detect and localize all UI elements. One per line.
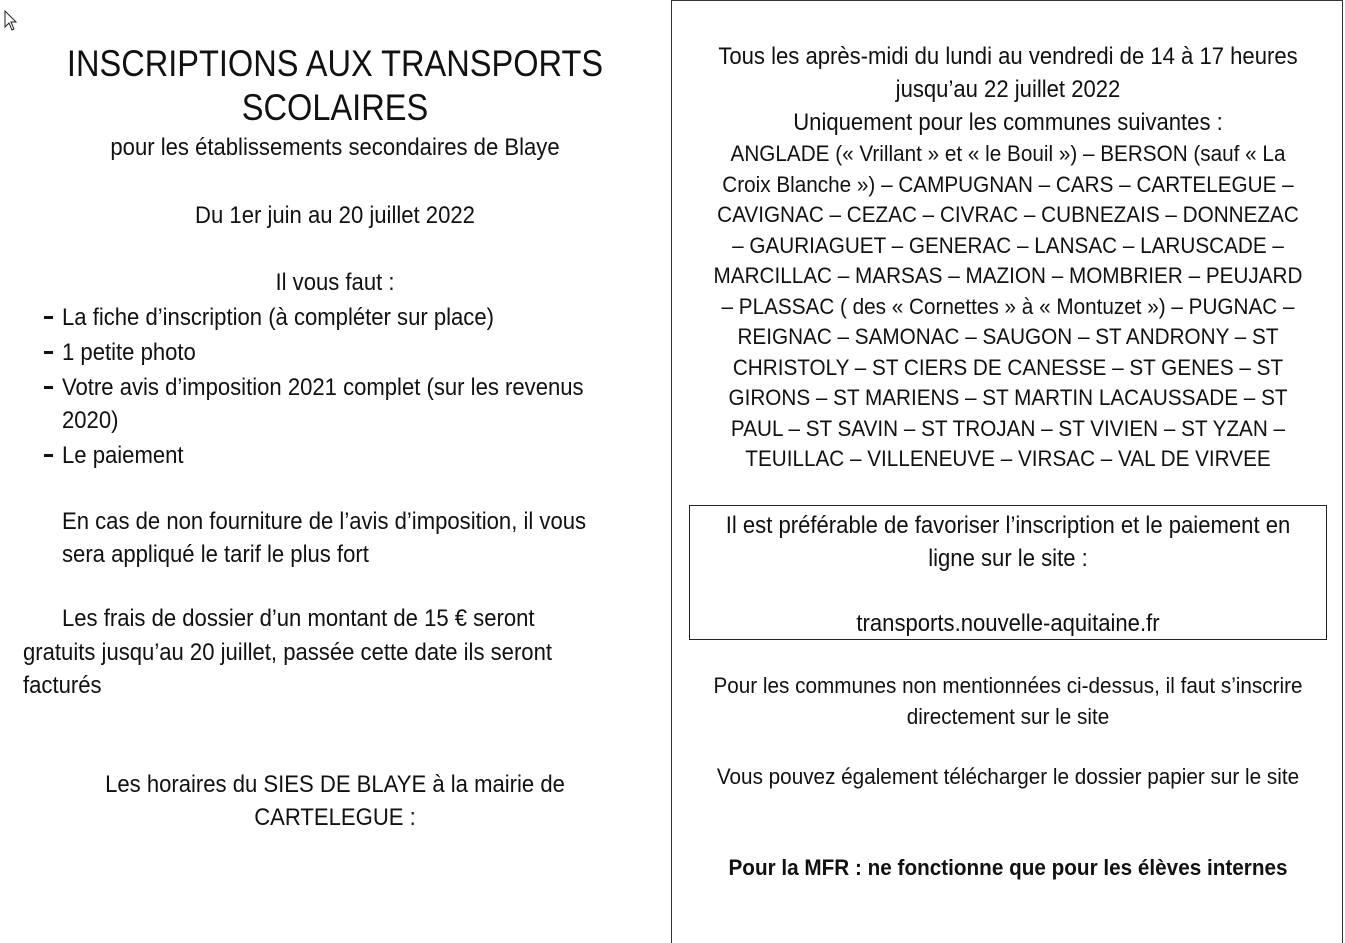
bullet-marker bbox=[44, 386, 53, 389]
communes-line: CHRISTOLY – ST CIERS DE CANESSE – ST GENES – ST bbox=[732, 354, 1284, 380]
tax-notice-line-2: sera appliqué le tarif le plus fort bbox=[62, 541, 369, 568]
communes-line: CAVIGNAC – CEZAC – CIVRAC – CUBNEZAIS – DONNEZAC bbox=[717, 202, 1299, 227]
communes-line: GIRONS – ST MARIENS – ST MARTIN LACAUSSADE – ST bbox=[728, 385, 1288, 410]
page-title-line-2: SCOLAIRES bbox=[241, 87, 429, 128]
communes-line: – GAURIAGUET – GENERAC – LANSAC – LARUSCADE – bbox=[732, 232, 1284, 258]
subtitle: pour les établissements secondaires de Blaye bbox=[110, 134, 560, 161]
communes-line: MARCILLAC – MARSAS – MAZION – MOMBRIER – PEUJARD bbox=[713, 263, 1303, 288]
communes-line: PAUL – ST SAVIN – ST TROJAN – ST VIVIEN – ST YZAN – bbox=[730, 415, 1286, 441]
page-title-line-1: INSCRIPTIONS AUX TRANSPORTS bbox=[66, 43, 604, 84]
mfr-note: Pour la MFR : ne fonctionne que pour les élèves internes bbox=[728, 855, 1288, 880]
registration-period: Du 1er juin au 20 juillet 2022 bbox=[195, 202, 475, 229]
requirement-item: 1 petite photo bbox=[62, 339, 196, 366]
tax-notice-line-1: En cas de non fourniture de l’avis d’imposition, il vous bbox=[62, 508, 587, 535]
schedule-line-2: jusqu’au 22 juillet 2022 bbox=[895, 76, 1121, 103]
other-communes-line-1: Pour les communes non mentionnées ci-dessus, il faut s’inscrire bbox=[713, 673, 1303, 698]
fees-line-1: Les frais de dossier d’un montant de 15 € seront bbox=[62, 605, 535, 632]
registration-website-link[interactable]: transports.nouvelle-aquitaine.fr bbox=[856, 610, 1160, 637]
requirement-item: Le paiement bbox=[62, 442, 184, 469]
communes-line: REIGNAC – SAMONAC – SAUGON – ST ANDRONY – ST bbox=[737, 324, 1279, 349]
online-registration-box bbox=[689, 505, 1327, 640]
requirements-intro: Il vous faut : bbox=[275, 269, 395, 296]
other-communes-line-2: directement sur le site bbox=[906, 704, 1110, 729]
fees-line-3: facturés bbox=[23, 672, 102, 699]
mouse-pointer-icon bbox=[4, 10, 20, 32]
bullet-marker bbox=[44, 351, 53, 354]
schedule-line-1: Tous les après-midi du lundi au vendredi de 14 à 17 heures bbox=[718, 43, 1298, 70]
communes-line: TEUILLAC – VILLENEUVE – VIRSAC – VAL DE VIRVEE bbox=[745, 446, 1271, 471]
communes-line: Croix Blanche ») – CAMPUGNAN – CARS – CARTELEGUE – bbox=[722, 171, 1294, 197]
communes-intro: Uniquement pour les communes suivantes : bbox=[793, 109, 1223, 136]
communes-line: – PLASSAC ( des « Cornettes » à « Montuzet ») – PUGNAC – bbox=[721, 293, 1295, 319]
requirement-item-continuation: 2020) bbox=[62, 407, 119, 434]
download-note: Vous pouvez également télécharger le dossier papier sur le site bbox=[716, 764, 1300, 789]
communes-line: ANGLADE (« Vrillant » et « le Bouil ») – BERSON (sauf « La bbox=[730, 141, 1286, 166]
requirement-item: Votre avis d’imposition 2021 complet (sur les revenus bbox=[62, 374, 584, 401]
requirement-item: La fiche d’inscription (à compléter sur place) bbox=[62, 304, 494, 331]
top-border bbox=[671, 0, 1343, 1]
bullet-marker bbox=[44, 316, 53, 319]
office-hours-heading-line-1: Les horaires du SIES DE BLAYE à la mairie de bbox=[105, 771, 565, 798]
communes-list bbox=[673, 139, 1343, 475]
online-registration-line-1: Il est préférable de favoriser l’inscription et le paiement en bbox=[725, 512, 1291, 539]
office-hours-heading-line-2: CARTELEGUE : bbox=[254, 804, 416, 831]
online-registration-line-2: ligne sur le site : bbox=[928, 545, 1088, 572]
fees-line-2: gratuits jusqu’au 20 juillet, passée cette date ils seront bbox=[23, 639, 553, 666]
column-divider bbox=[671, 0, 672, 943]
bullet-marker bbox=[44, 454, 53, 457]
